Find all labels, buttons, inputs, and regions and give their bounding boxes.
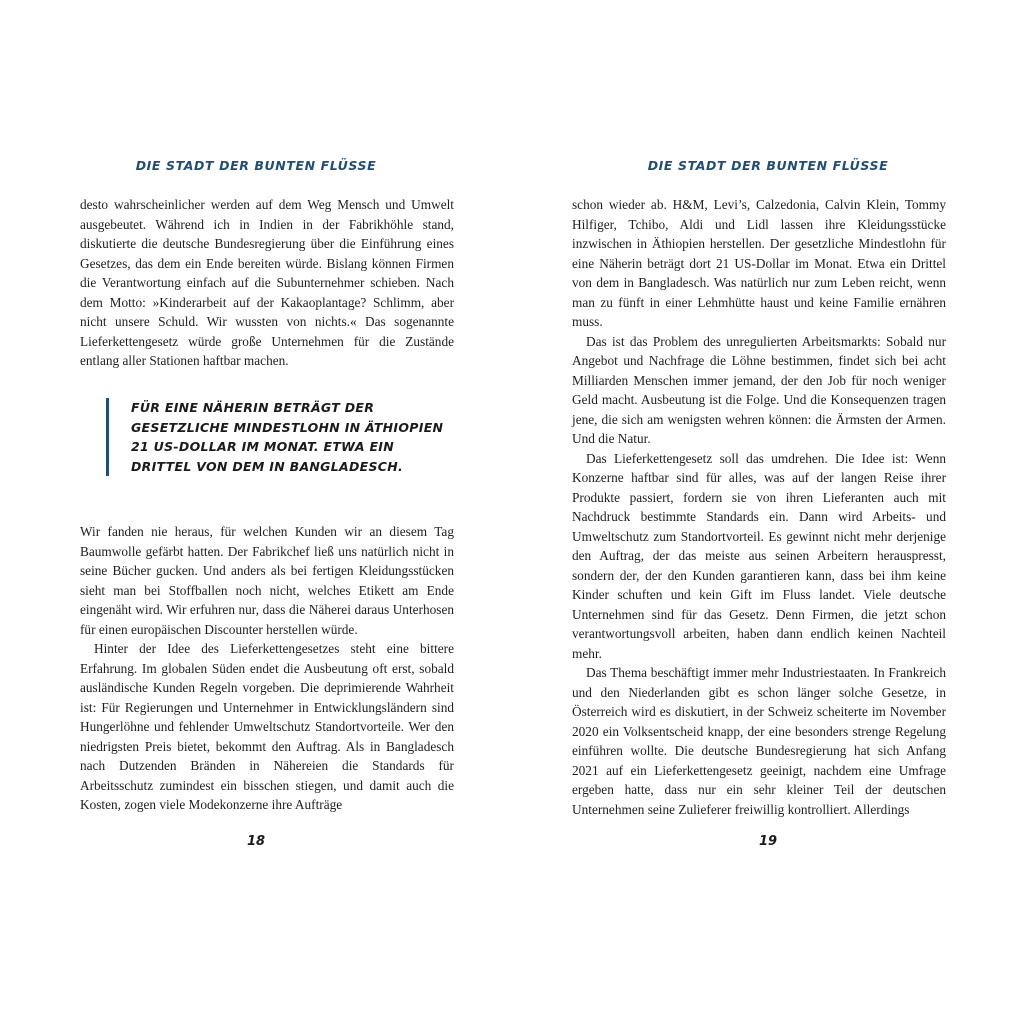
pull-quote-line: DRITTEL VON DEM IN BANGLADESCH. [131,458,404,474]
paragraph: schon wieder ab. H&M, Levi’s, Calzedonia, Calvin Klein, Tommy Hilfiger, Tchibo, Aldi und Lidl lassen ihre Kleidungsstücke inzwischen in Äthiopien herstellen. Der gesetzliche Mindestlohn für eine Näherin beträgt dort 21 US-Dollar im Monat. Etwa ein Drittel von dem in Bangladesch. Was natürlich nur zum Leben reicht, wenn man zu fünft in einer Lehmhütte haust und keine Familie ernähren muss. [572,197,946,329]
pull-quote-line: GESETZLICHE MINDESTLOHN IN ÄTHIOPIEN [131,419,444,435]
page-number-left: 18 [246,834,266,849]
running-head-left: DIE STADT DER BUNTEN FLÜSSE [135,158,377,173]
paragraph: Wir fanden nie heraus, für welchen Kunden wir an diesem Tag Baumwolle gefärbt hatten. Der Fabrikchef ließ uns natürlich nicht in seine Bücher gucken. Und anders als bei fertigen Kleidungsstücken sieht man bei Stoffballen noch nicht, welches Etikett am Ende eingenäht wird. Wir erfuhren nur, dass die Näherei daraus Unterhosen für einen europäischen Discounter herstellen würde. [80,524,454,637]
pull-quote [106,398,461,476]
paragraph: Das Thema beschäftigt immer mehr Industriestaaten. In Frankreich und den Niederlanden gibt es schon länger solche Gesetze, in Österreich wird es diskutiert, in der Schweiz scheiterte im November 2020 ein Volksentscheid knapp, der eine besonders strenge Regelung einführen wollte. Die deutsche Bundesregierung hat sich Anfang 2021 auf ein Lieferkettengesetz geeinigt, nachdem eine Umfrage ergeben hatte, dass nur ein sehr kleiner Teil der deutschen Unternehmen seine Zulieferer freiwillig kontrolliert. Allerdings [572,665,946,817]
body-text [572,195,946,819]
body-text-bottom [80,522,454,815]
paragraph: desto wahrscheinlicher werden auf dem Weg Mensch und Umwelt ausgebeutet. Während ich in Indien in der Fabrikhöhle stand, diskutierte die deutsche Bundesregierung über die Einführung eines Gesetzes, das dem ein Ende bereiten würde. Bislang können Firmen die Verantwortung einfach auf die Subunternehmer schieben. Nach dem Motto: »Kinderarbeit auf der Kakaoplantage? Schlimm, aber nicht unsere Schuld. Wir wussten von nichts.« Das sogenannte Lieferkettengesetz würde große Unternehmen für die Zustände entlang aller Stationen haftbar machen. [80,197,454,368]
right-page [512,0,1024,1024]
body-text-top [80,195,454,371]
paragraph: Hinter der Idee des Lieferkettengesetzes steht eine bittere Erfahrung. Im globalen Süden endet die Ausbeutung oft erst, sobald ausländische Kunden Regeln vorgeben. Die deprimierende Wahrheit ist: Für Regierungen und Unternehmer in Entwicklungsländern sind Hungerlöhne und fehlender Umweltschutz Standortvorteile. Wer den niedrigsten Preis bietet, bekommt den Auftrag. Als in Bangladesch nach Dutzenden Bränden in Nähereien die Standards für Arbeitsschutz zumindest ein bisschen stiegen, und damit auch die Kosten, zogen viele Modekonzerne ihre Aufträge [80,641,454,812]
pull-quote-line: 21 US-DOLLAR IM MONAT. ETWA EIN [131,439,395,455]
running-head-right: DIE STADT DER BUNTEN FLÜSSE [647,158,889,173]
page-number-right: 19 [758,834,778,849]
paragraph: Das ist das Problem des unregulierten Arbeitsmarkts: Sobald nur Angebot und Nachfrage die Löhne bestimmen, findet sich bei acht Milliarden Menschen immer jemand, der den Job für noch weniger Geld macht. Ausbeutung ist die Folge. Und die Konsequenzen tragen jene, die sich am wenigsten wehren können: die Ärmsten der Armen. Und die Natur. [572,333,946,446]
paragraph: Das Lieferkettengesetz soll das umdrehen. Die Idee ist: Wenn Konzerne haftbar sind für alles, was auf der langen Reise ihrer Produkte passiert, fordern sie von ihren Lieferanten auch mit Nachdruck bestimmte Standards ein. Dann wird Arbeits- und Umweltschutz zum Standortvorteil. Es gewinnt nicht mehr derjenige den Auftrag, der das meiste aus seinen Arbeitern herauspresst, sondern der, der den Kunden garantieren kann, dass bei ihm keine Kinder schuften und kein Gift im Fluss landet. Viele deutsche Unternehmen sind für das Gesetz. Denn Firmen, die jetzt schon verantwortungsvoll arbeiten, haben dann endlich keinen Nachteil mehr. [572,450,946,661]
pull-quote-line: FÜR EINE NÄHERIN BETRÄGT DER [131,400,375,415]
